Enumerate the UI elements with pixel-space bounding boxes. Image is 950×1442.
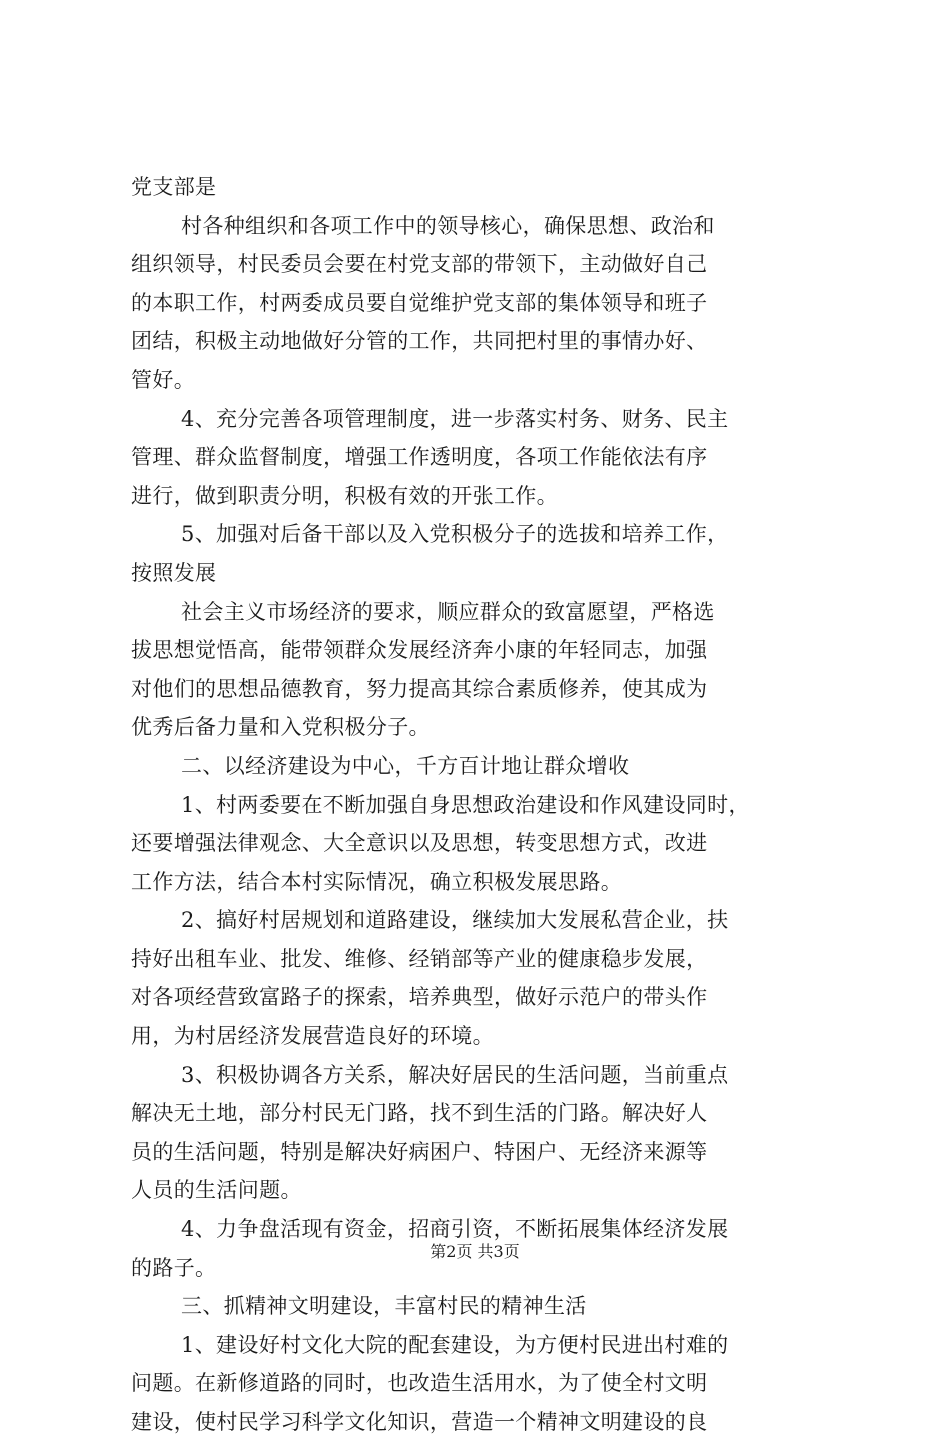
text-line: 对他们的思想品德教育，努力提高其综合素质修养，使其成为 <box>131 676 708 701</box>
text-line: 人员的生活问题。 <box>131 1178 302 1203</box>
text-line: 持好出租车业、批发、维修、经销部等产业的健康稳步发展， <box>131 946 708 971</box>
text-line: 1、建设好村文化大院的配套建设，为方便村民进出村难的 <box>181 1332 729 1357</box>
text-line: 拔思想觉悟高，能带领群众发展经济奔小康的年轻同志，加强 <box>131 638 708 663</box>
text-line: 二、以经济建设为中心，千方百计地让群众增收 <box>181 753 630 778</box>
text-line: 的本职工作，村两委成员要自觉维护党支部的集体领导和班子 <box>131 290 708 315</box>
text-line: 建设，使村民学习科学文化知识，营造一个精神文明建设的良 <box>131 1410 708 1434</box>
text-line: 工作方法，结合本村实际情况，确立积极发展思路。 <box>131 869 623 894</box>
text-line: 用，为村居经济发展营造良好的环境。 <box>131 1024 494 1049</box>
text-line: 1、村两委要在不断加强自身思想政治建设和作风建设同时， <box>181 792 750 817</box>
text-line: 的路子。 <box>131 1255 217 1280</box>
text-line: 党支部是 <box>131 175 217 199</box>
text-line: 2、搞好村居规划和道路建设，继续加大发展私营企业，扶 <box>181 908 729 933</box>
text-line: 社会主义市场经济的要求，顺应群众的致富愿望，严格选 <box>181 599 715 624</box>
text-line: 3、积极协调各方关系，解决好居民的生活问题，当前重点 <box>181 1062 729 1087</box>
text-line: 管理、群众监督制度，增强工作透明度，各项工作能依法有序 <box>131 445 708 470</box>
text-line: 问题。在新修道路的同时，也改造生活用水，为了使全村文明 <box>131 1371 708 1396</box>
text-line: 团结，积极主动地做好分管的工作，共同把村里的事情办好、 <box>131 329 708 354</box>
text-line: 对各项经营致富路子的探索，培养典型，做好示范户的带头作 <box>131 985 708 1010</box>
text-line: 管好。 <box>131 367 196 392</box>
text-line: 组织领导，村民委员会要在村党支部的带领下，主动做好自己 <box>131 252 708 277</box>
text-line: 员的生活问题，特别是解决好病困户、特困户、无经济来源等 <box>131 1139 708 1164</box>
text-line: 三、抓精神文明建设，丰富村民的精神生活 <box>181 1294 587 1319</box>
text-line: 4、充分完善各项管理制度，进一步落实村务、财务、民主 <box>181 406 729 431</box>
text-line: 优秀后备力量和入党积极分子。 <box>131 715 430 740</box>
page-footer: 第2页 共3页 <box>430 1242 520 1261</box>
text-line: 解决无土地，部分村民无门路，找不到生活的门路。解决好人 <box>131 1101 708 1126</box>
text-line: 村各种组织和各项工作中的领导核心，确保思想、政治和 <box>181 213 715 238</box>
text-line: 4、力争盘活现有资金，招商引资，不断拓展集体经济发展 <box>181 1217 729 1242</box>
text-line: 进行，做到职责分明，积极有效的开张工作。 <box>131 483 558 508</box>
text-line: 5、加强对后备干部以及入党积极分子的选拔和培养工作， <box>181 522 729 547</box>
text-line: 还要增强法律观念、大全意识以及思想，转变思想方式，改进 <box>131 831 708 856</box>
text-line: 按照发展 <box>131 560 217 585</box>
